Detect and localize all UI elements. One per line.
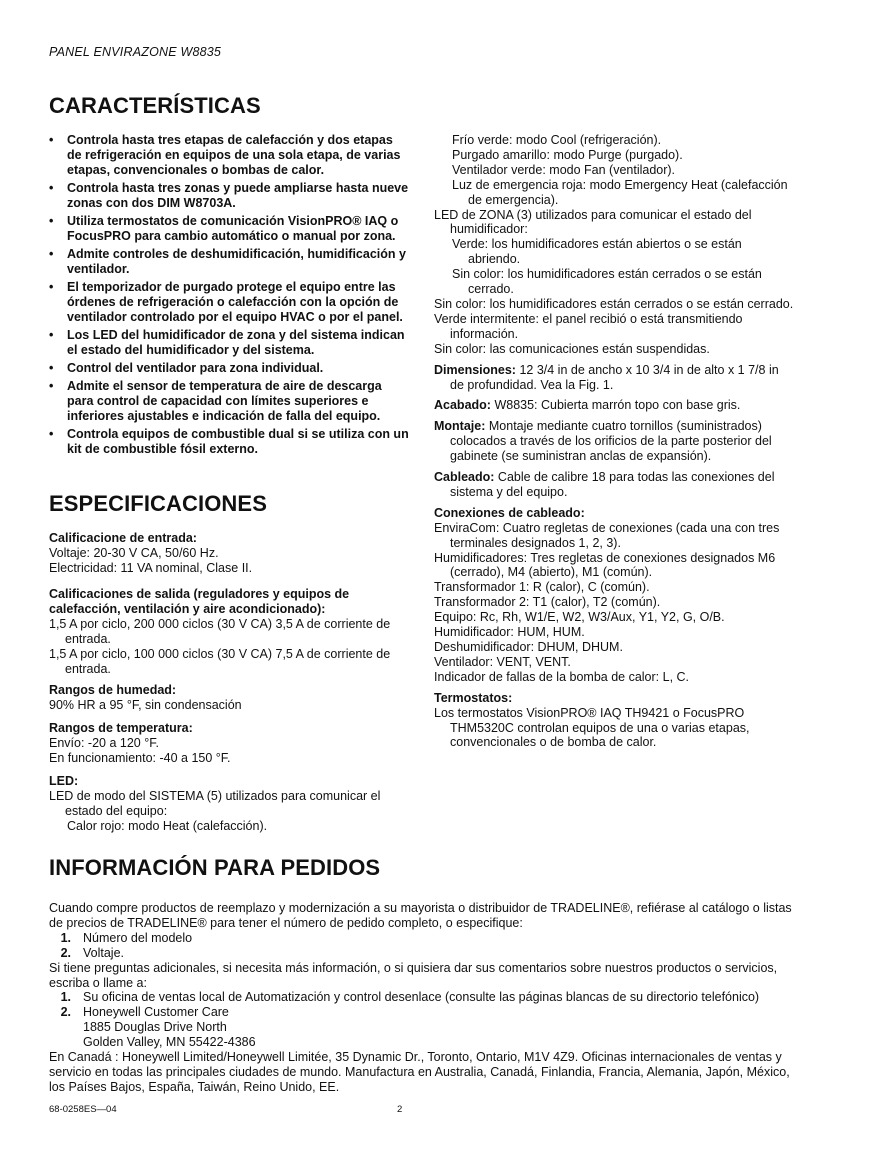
ordering-item — [49, 946, 809, 961]
document-number: 68-0258ES—04 — [49, 1104, 117, 1115]
spec-acabado — [434, 398, 794, 413]
address-line: 1885 Douglas Drive North — [83, 1020, 227, 1035]
feature-item: • Admite el sensor de temperatura de aire de descarga para control de capacidad con límites superiores e inferiores ajustables e indicación de falla del equipo. — [49, 379, 409, 424]
contact-item — [49, 1005, 809, 1020]
feature-item: • Los LED del humidificador de zona y del sistema indican el estado del humidificador y del sistema. — [49, 328, 409, 358]
spec-line: Deshumidificador: DHUM, DHUM. — [434, 640, 623, 654]
spec-line: Ventilador: VENT, VENT. — [434, 654, 571, 669]
led-mode: Calor rojo: modo Heat (calefacción). — [67, 818, 268, 833]
spec-line: Equipo: Rc, Rh, W1/E, W2, W3/Aux, Y1, Y2, G, O/B. — [434, 610, 725, 625]
item-number: 2. — [60, 1005, 71, 1020]
spec-line: Humidificador: HUM, HUM. — [434, 625, 585, 640]
spec-label: Cableado: — [434, 470, 495, 485]
spec-salida — [49, 587, 409, 676]
ordering-intro: Cuando compre productos de reemplazo y modernización a su mayorista o distribuidor de TRADELINE®, refiérase al catálogo o listas de precios de TRADELINE® para tener el número de pedido completo, o especifique: — [49, 901, 792, 930]
spec-label: Dimensiones: — [434, 362, 516, 377]
spec-text: Cable de calibre 18 para todas las conexiones del sistema y del equipo. — [450, 470, 775, 499]
led-extra: Sin color: los humidificadores están cerrados o se están cerrado. — [434, 296, 794, 311]
spec-title: Termostatos: — [434, 690, 513, 705]
contact-item — [49, 990, 809, 1005]
spec-title: LED: — [49, 774, 79, 788]
spec-title: Calificacione de entrada: — [49, 531, 197, 545]
spec-label: Acabado: — [434, 398, 491, 413]
spec-led — [49, 774, 409, 834]
spec-line: Transformador 1: R (calor), C (común). — [434, 580, 650, 595]
spec-line: Electricidad: 11 VA nominal, Clase II. — [49, 560, 253, 575]
canada-info: En Canadá : Honeywell Limited/Honeywell Limitée, 35 Dynamic Dr., Toronto, Ontario, M1V 4Z9. Oficinas internacionales de ventas y servicio en todas las principales ciudades de mundo. Manufactura en Australia, Canadá, Finlandia, Francia, Alemania, Japón, México, los Países Bajos, España, Taiwán, Reino Unido, EE. — [49, 1050, 790, 1094]
features-list — [49, 133, 409, 457]
spec-line: Transformador 2: T1 (calor), T2 (común). — [434, 595, 661, 610]
feature-item: • Admite controles de deshumidificación, humidificación y ventilador. — [49, 247, 409, 277]
item-number: 2. — [60, 945, 71, 960]
led-extra: Sin color: las comunicaciones están suspendidas. — [434, 341, 710, 356]
spec-cableado — [434, 470, 794, 500]
spec-line: Voltaje: 20-30 V CA, 50/60 Hz. — [49, 545, 219, 560]
feature-item: • Controla equipos de combustible dual si se utiliza con un kit de combustible fósil externo. — [49, 427, 409, 457]
spec-conexiones — [434, 506, 794, 685]
led-zona-mode: Verde: los humidificadores están abiertos o se están abriendo. — [452, 237, 742, 267]
spec-montaje — [434, 419, 794, 464]
address-line: Golden Valley, MN 55422-4386 — [83, 1035, 256, 1050]
led-zona-mode: Sin color: los humidificadores están cerrados o se están cerrado. — [452, 267, 762, 297]
spec-line: LED de modo del SISTEMA (5) utilizados para comunicar el estado del equipo: — [49, 788, 381, 818]
item-text: Su oficina de ventas local de Automatización y control desenlace (consulte las páginas blancas de su directorio telefónico) — [83, 990, 760, 1005]
spec-line: Los termostatos VisionPRO® IAQ TH9421 o FocusPRO THM5320C controlan equipos de una o varias etapas, convencionales o de bomba de calor. — [434, 705, 750, 750]
spec-line: Envío: -20 a 120 °F. — [49, 735, 159, 750]
ordering-question: Si tiene preguntas adicionales, si necesita más información, o si quisiera dar sus comentarios sobre nuestros productos o servicios, escriba o llame a: — [49, 960, 778, 990]
specs-right-column — [434, 133, 794, 750]
item-text: Voltaje. — [83, 945, 125, 960]
spec-entrada — [49, 531, 409, 576]
spec-title: Rangos de humedad: — [49, 683, 177, 697]
feature-item: • Controla hasta tres etapas de calefacción y dos etapas de refrigeración en equipos de una sola etapa, de varias etapas, convencionales o bombas de calor. — [49, 133, 409, 178]
spec-line: Humidificadores: Tres regletas de conexiones designados M6 (cerrado), M4 (abierto), M1 (común). — [434, 550, 776, 580]
spec-text: W8835: Cubierta marrón topo con base gris. — [494, 398, 741, 413]
feature-item: • Utiliza termostatos de comunicación VisionPRO® IAQ o FocusPRO para cambio automático o manual por zona. — [49, 214, 409, 244]
item-number: 1. — [60, 930, 71, 945]
spec-title: Rangos de temperatura: — [49, 721, 193, 735]
led-extra: Verde intermitente: el panel recibió o está transmitiendo información. — [434, 311, 743, 341]
spec-line: 1,5 A por ciclo, 200 000 ciclos (30 V CA) 3,5 A de corriente de entrada. — [49, 616, 391, 646]
item-text: Honeywell Customer Care — [83, 1005, 229, 1020]
section-heading-especificaciones: ESPECIFICACIONES — [49, 491, 267, 516]
spec-line: En funcionamiento: -40 a 150 °F. — [49, 750, 231, 765]
spec-line: EnviraCom: Cuatro regletas de conexiones (cada una con tres terminales designados 1, 2, 3). — [434, 520, 780, 550]
ordering-info — [49, 901, 809, 1095]
feature-item: • Controla hasta tres zonas y puede ampliarse hasta nueve zonas con dos DIM W8703A. — [49, 181, 409, 211]
spec-text: Montaje mediante cuatro tornillos (suministrados) colocados a través de los orificios de la parte posterior del gabinete (se suministran anclas de expansión). — [450, 419, 772, 464]
led-mode: Ventilador verde: modo Fan (ventilador). — [452, 162, 676, 177]
feature-item: • Control del ventilador para zona individual. — [49, 361, 409, 376]
spec-label: Montaje: — [434, 419, 486, 434]
spec-line: 90% HR a 95 °F, sin condensación — [49, 697, 242, 712]
features-column — [49, 133, 409, 460]
spec-title: Calificaciones de salida (reguladores y equipos de calefacción, ventilación y aire acondicionado): — [49, 587, 350, 616]
ordering-item — [49, 931, 809, 946]
section-heading-pedidos: INFORMACIÓN PARA PEDIDOS — [49, 855, 381, 880]
section-heading-caracteristicas: CARACTERÍSTICAS — [49, 93, 261, 118]
item-text: Número del modelo — [83, 930, 193, 945]
running-header: PANEL ENVIRAZONE W8835 — [49, 45, 222, 59]
spec-line: 1,5 A por ciclo, 100 000 ciclos (30 V CA) 7,5 A de corriente de entrada. — [49, 646, 391, 676]
spec-line: Indicador de fallas de la bomba de calor: L, C. — [434, 669, 690, 684]
page-number: 2 — [397, 1104, 403, 1115]
led-mode: Purgado amarillo: modo Purge (purgado). — [452, 147, 683, 162]
spec-termostatos — [434, 691, 794, 751]
led-mode: Frío verde: modo Cool (refrigeración). — [452, 133, 662, 147]
spec-title: Conexiones de cableado: — [434, 505, 585, 520]
feature-item: • El temporizador de purgado protege el equipo entre las órdenes de refrigeración o calefacción con la opción de ventilador controlado por el equipo HVAC o por el panel. — [49, 280, 409, 325]
item-number: 1. — [60, 990, 71, 1005]
led-mode: Luz de emergencia roja: modo Emergency Heat (calefacción de emergencia). — [452, 177, 788, 207]
spec-text: 12 3/4 in de ancho x 10 3/4 in de alto x 1 7/8 in de profundidad. Vea la Fig. 1. — [450, 362, 779, 392]
led-zona: LED de ZONA (3) utilizados para comunicar el estado del humidificador: — [434, 207, 752, 237]
spec-temperatura — [49, 721, 409, 766]
spec-humedad — [49, 683, 409, 713]
spec-dimensiones — [434, 363, 794, 393]
